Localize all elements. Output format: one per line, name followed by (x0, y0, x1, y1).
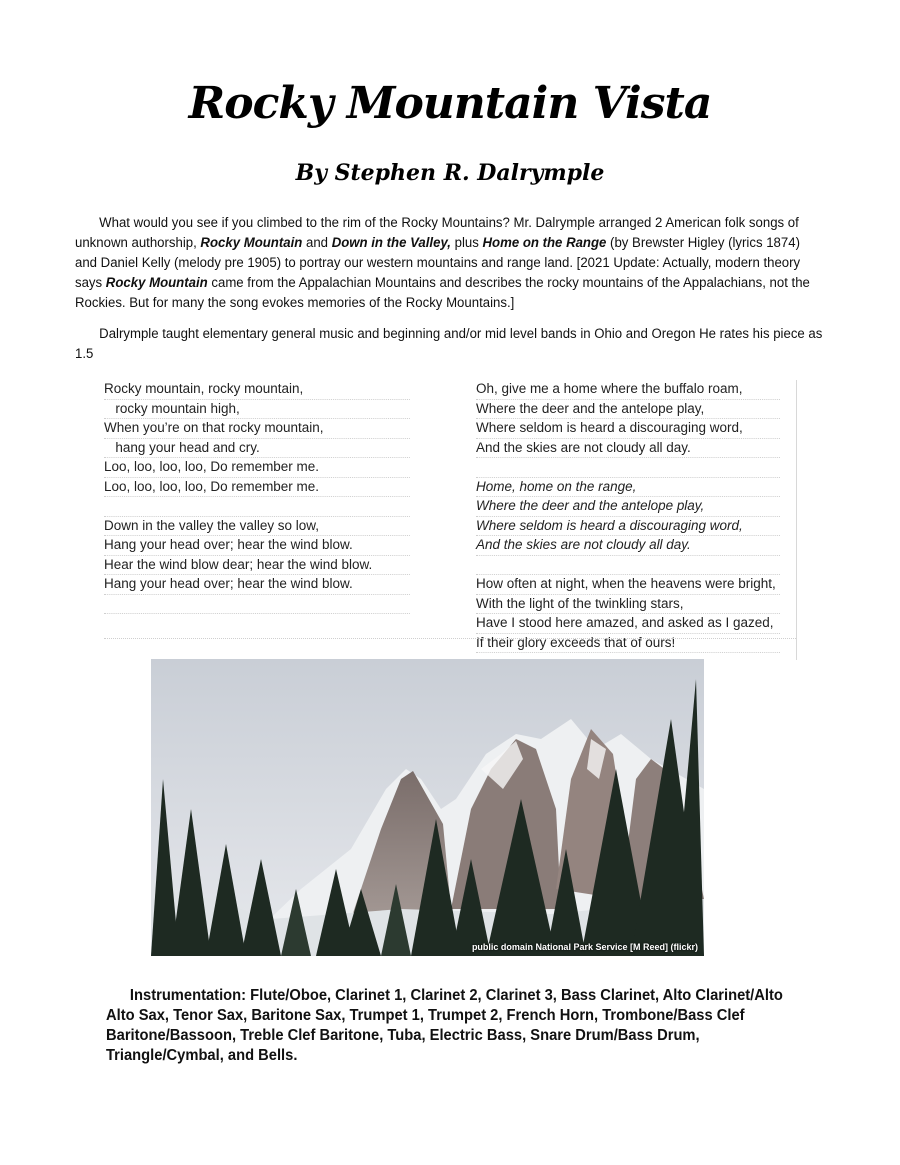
lyric-left-line: hang your head and cry. (104, 439, 410, 459)
bio-paragraph (75, 324, 825, 364)
lyric-left-line: Down in the valley the valley so low, (104, 517, 410, 537)
intro-paragraph (75, 213, 825, 313)
lyric-right-line: If their glory exceeds that of ours! (476, 634, 780, 654)
lyric-right-line: Have I stood here amazed, and asked as I gazed, (476, 614, 780, 634)
intro-text-1: What would you see if you climbed to the rim of the Rocky Mountains? Mr. Dalrymple arranged 2 American folk songs of unknown authorship, (75, 215, 799, 251)
lyric-left-line: Loo, loo, loo, loo, Do remember me. (104, 458, 410, 478)
lyric-left-line: Hang your head over; hear the wind blow. (104, 575, 410, 595)
page-title: Rocky Mountain Vista (188, 78, 712, 129)
lyric-right-line: Where seldom is heard a discouraging word, (476, 517, 780, 537)
mountain-landscape-image (151, 659, 704, 956)
lyric-right-line: With the light of the twinkling stars, (476, 595, 780, 615)
lyrics-left-column (104, 380, 426, 614)
bio-text: Dalrymple taught elementary general music and beginning and/or mid level bands in Ohio and Oregon He rates his piece as 1.5 (75, 326, 823, 362)
intro-text-5: came from the Appalachian Mountains and describes the rocky mountains of the Appalachians, not the Rockies. But for many the song evokes memories of the Rocky Mountains.] (75, 275, 810, 311)
lyric-left-line (104, 497, 410, 517)
author-byline: By Stephen R. Dalrymple (295, 160, 605, 186)
lyrics-divider (104, 638, 796, 639)
photo-credit: public domain National Park Service [M Reed] (flickr) (471, 942, 698, 952)
lyric-left-line: When you’re on that rocky mountain, (104, 419, 410, 439)
lyric-right-line: Home, home on the range, (476, 478, 780, 498)
lyrics-right-column (476, 380, 797, 660)
lyric-right-line: Where the deer and the antelope play, (476, 497, 780, 517)
song-title-rocky-mountain-2: Rocky Mountain (105, 275, 208, 291)
lyric-right-line: Where seldom is heard a discouraging word, (476, 419, 780, 439)
intro-text-4: (by Brewster Higley (lyrics 1874) and Daniel Kelly (melody pre 1905) to portray our western mountains and range land. [2021 Update: Actually, modern theory says (75, 235, 801, 291)
instrumentation-text: Instrumentation: Flute/Oboe, Clarinet 1, Clarinet 2, Clarinet 3, Bass Clarinet, Alto Clarinet/Alto Alto Sax, Tenor Sax, Baritone Sax, Trumpet 1, Trumpet 2, French Horn, Trombone/Bass Clef Baritone/Bassoon, Treble Clef Baritone, Tuba, Electric Bass, Snare Drum/Bass Drum, Triangle/Cymbal, and Bells. (106, 987, 783, 1064)
song-title-rocky-mountain: Rocky Mountain (200, 235, 303, 251)
lyric-right-line (476, 458, 780, 478)
lyric-left-line (104, 595, 410, 615)
lyric-left-line: Hang your head over; hear the wind blow. (104, 536, 410, 556)
intro-text-3: plus (450, 235, 483, 251)
intro-text-2: and (302, 235, 332, 251)
lyric-right-line: Where the deer and the antelope play, (476, 400, 780, 420)
instrumentation-paragraph (106, 986, 805, 1066)
lyric-left-line: Loo, loo, loo, loo, Do remember me. (104, 478, 410, 498)
lyric-left-line: Hear the wind blow dear; hear the wind blow. (104, 556, 410, 576)
lyric-right-line: And the skies are not cloudy all day. (476, 439, 780, 459)
lyric-left-line: Rocky mountain, rocky mountain, (104, 380, 410, 400)
song-title-home-on-the-range: Home on the Range (482, 235, 607, 251)
song-title-down-in-the-valley: Down in the Valley, (331, 235, 451, 251)
lyric-left-line: rocky mountain high, (104, 400, 410, 420)
lyric-right-line: And the skies are not cloudy all day. (476, 536, 780, 556)
lyric-right-line: How often at night, when the heavens were bright, (476, 575, 780, 595)
lyric-right-line (476, 556, 780, 576)
lyric-right-line: Oh, give me a home where the buffalo roam, (476, 380, 780, 400)
mountain-photo (151, 659, 704, 956)
